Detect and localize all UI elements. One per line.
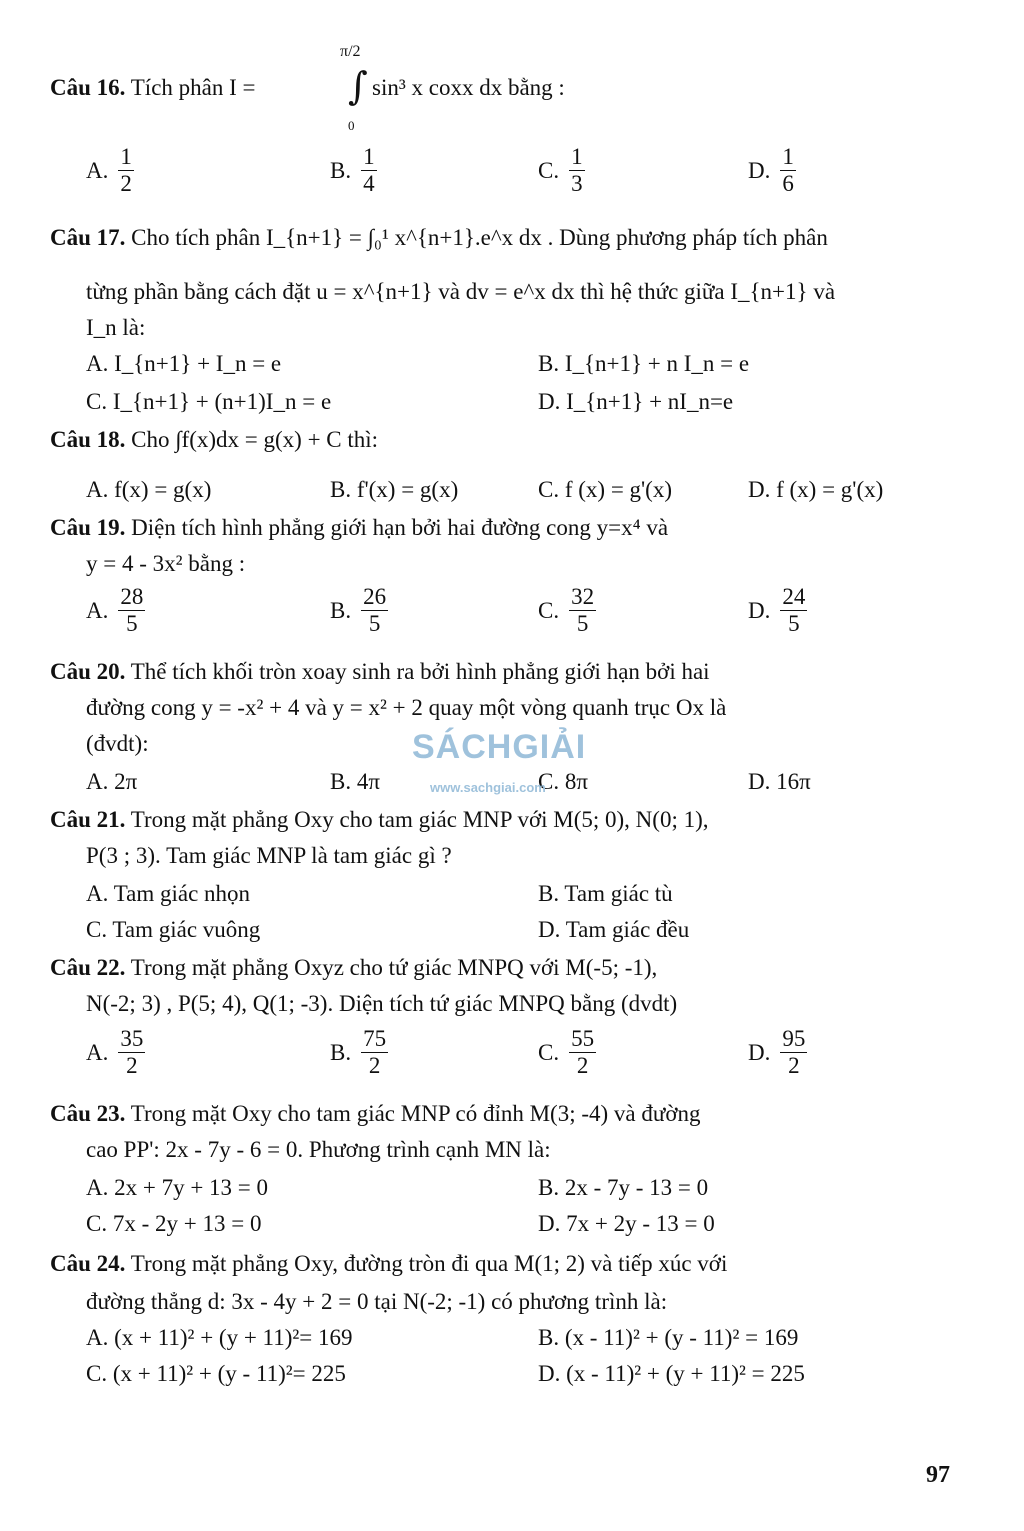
- q18-option-a: A. f(x) = g(x): [86, 477, 212, 502]
- question-21-line-1: Câu 21. Trong mặt phẳng Oxy cho tam giác MNP với M(5; 0), N(0; 1),: [50, 807, 709, 832]
- q22-option-b: B. 75 2: [330, 1026, 387, 1078]
- q16-option-d: D. 1 6: [748, 144, 794, 196]
- question-20-line-3: (đvdt):: [86, 731, 149, 756]
- question-17-line-3: I_n là:: [86, 315, 146, 340]
- integral-upper-limit: π/2: [340, 43, 361, 60]
- watermark-logo: SÁCHGIẢI www.sachgiai.com: [412, 728, 587, 795]
- q19-option-a: A. 28 5: [86, 584, 144, 636]
- question-19-line-2: y = 4 - 3x² bằng :: [86, 551, 246, 576]
- question-24-line-1: Câu 24. Trong mặt phẳng Oxy, đường tròn đi qua M(1; 2) và tiếp xúc với: [50, 1251, 728, 1276]
- q16-option-b: B. 1 4: [330, 144, 375, 196]
- question-16-text: Tích phân I =: [130, 75, 256, 100]
- question-18-stem: Câu 18. Cho ∫f(x)dx = g(x) + C thì:: [50, 427, 379, 452]
- integral-lower-limit: 0: [348, 118, 355, 133]
- q22-option-d: D. 95 2: [748, 1026, 806, 1078]
- q20-option-b: B. 4π: [330, 769, 380, 794]
- q22-option-a: A. 35 2: [86, 1026, 144, 1078]
- q21-option-b: B. Tam giác tù: [538, 881, 673, 906]
- q18-option-d: D. f (x) = g'(x): [748, 477, 884, 502]
- page-number: 97: [926, 1462, 950, 1488]
- question-16-stem: [50, 74, 256, 102]
- question-16-integrand: sin³ x coxx dx bằng :: [372, 75, 565, 100]
- q19-option-d: D. 24 5: [748, 584, 806, 636]
- question-23-line-2: cao PP': 2x - 7y - 6 = 0. Phương trình cạnh MN là:: [86, 1137, 551, 1162]
- q16-option-c: C. 1 3: [538, 144, 583, 196]
- q20-option-a: A. 2π: [86, 769, 138, 794]
- q17-option-b: B. I_{n+1} + n I_n = e: [538, 351, 750, 376]
- question-16-number: Câu 16.: [50, 75, 126, 100]
- q24-option-b: B. (x - 11)² + (y - 11)² = 169: [538, 1325, 799, 1350]
- q18-option-c: C. f (x) = g'(x): [538, 477, 673, 502]
- q22-option-c: C. 55 2: [538, 1026, 595, 1078]
- q21-option-a: A. Tam giác nhọn: [86, 881, 251, 906]
- q17-option-c: C. I_{n+1} + (n+1)I_n = e: [86, 389, 332, 414]
- question-19-line-1: Câu 19. Diện tích hình phẳng giới hạn bởi hai đường cong y=x⁴ và: [50, 515, 669, 540]
- q17-option-d: D. I_{n+1} + nI_n=e: [538, 389, 734, 414]
- q21-option-d: D. Tam giác đều: [538, 917, 690, 942]
- q18-option-b: B. f'(x) = g(x): [330, 477, 459, 502]
- q23-option-a: A. 2x + 7y + 13 = 0: [86, 1175, 269, 1200]
- q19-option-c: C. 32 5: [538, 584, 595, 636]
- question-20-line-1: Câu 20. Thể tích khối tròn xoay sinh ra bởi hình phẳng giới hạn bởi hai: [50, 659, 710, 684]
- q17-option-a: A. I_{n+1} + I_n = e: [86, 351, 282, 376]
- q20-option-c: C. 8π: [538, 769, 588, 794]
- q19-option-b: B. 26 5: [330, 584, 387, 636]
- question-17-line-1: Câu 17. Cho tích phân I_{n+1} = ∫₀¹ x^{n+1}.e^x dx . Dùng phương pháp tích phân: [50, 225, 828, 250]
- q20-option-d: D. 16π: [748, 769, 811, 794]
- q23-option-b: B. 2x - 7y - 13 = 0: [538, 1175, 709, 1200]
- q24-option-a: A. (x + 11)² + (y + 11)²= 169: [86, 1325, 353, 1350]
- question-24-line-2: đường thẳng d: 3x - 4y + 2 = 0 tại N(-2; -1) có phương trình là:: [86, 1289, 668, 1314]
- q16-option-a: A. 1 2: [86, 144, 132, 196]
- question-23-line-1: Câu 23. Trong mặt Oxy cho tam giác MNP có đỉnh M(3; -4) và đường: [50, 1101, 701, 1126]
- question-22-line-1: Câu 22. Trong mặt phẳng Oxyz cho tứ giác MNPQ với M(-5; -1),: [50, 955, 658, 980]
- q21-option-c: C. Tam giác vuông: [86, 917, 261, 942]
- question-20-line-2: đường cong y = -x² + 4 và y = x² + 2 quay một vòng quanh trục Ox là: [86, 695, 727, 720]
- question-17-line-2: từng phần bằng cách đặt u = x^{n+1} và dv = e^x dx thì hệ thức giữa I_{n+1} và: [86, 279, 836, 304]
- question-21-line-2: P(3 ; 3). Tam giác MNP là tam giác gì ?: [86, 843, 452, 868]
- integral-sign: ∫: [348, 64, 368, 108]
- q24-option-d: D. (x - 11)² + (y + 11)² = 225: [538, 1361, 805, 1386]
- question-22-line-2: N(-2; 3) , P(5; 4), Q(1; -3). Diện tích tứ giác MNPQ bằng (dvdt): [86, 991, 678, 1016]
- q23-option-c: C. 7x - 2y + 13 = 0: [86, 1211, 262, 1236]
- q23-option-d: D. 7x + 2y - 13 = 0: [538, 1211, 715, 1236]
- q24-option-c: C. (x + 11)² + (y - 11)²= 225: [86, 1361, 346, 1386]
